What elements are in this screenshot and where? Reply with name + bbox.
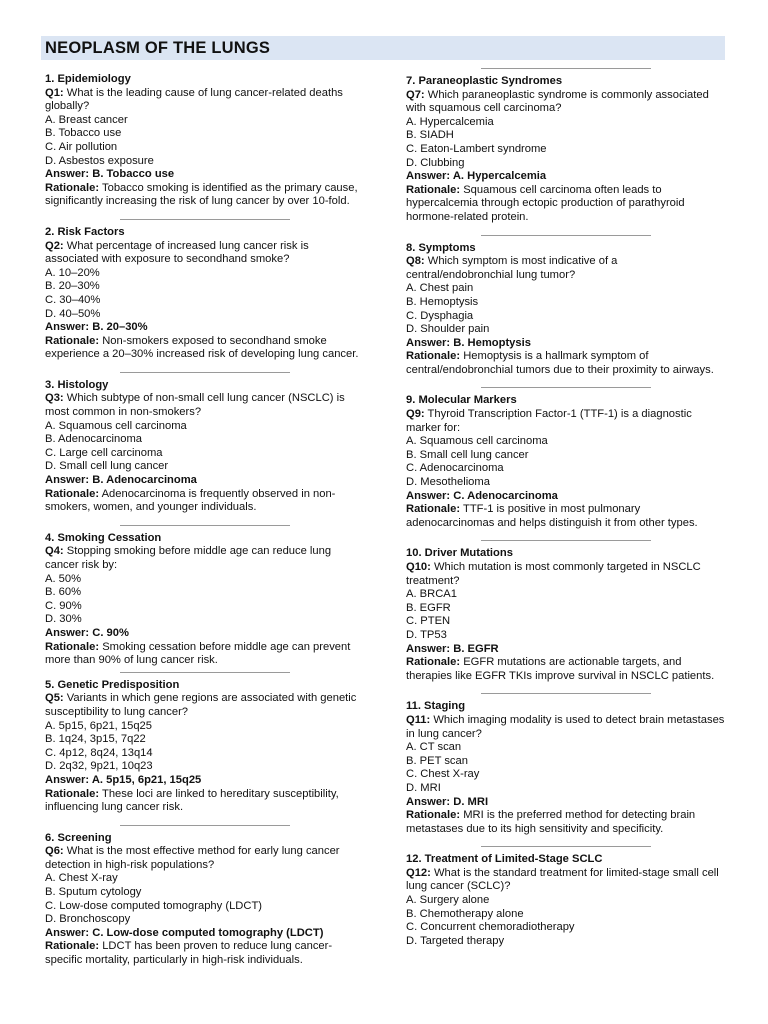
answer-option: D. Bronchoscopy bbox=[45, 913, 131, 926]
answer-option: C. Adenocarcinoma bbox=[406, 462, 504, 475]
answer-option: D. 2q32, 9p21, 10q23 bbox=[45, 760, 153, 773]
correct-answer: Answer: B. Hemoptysis bbox=[406, 336, 531, 349]
rationale bbox=[406, 809, 726, 836]
answer-option: C. PTEN bbox=[406, 615, 451, 628]
question-body: Which imaging modality is used to detect brain metastases in lung cancer? bbox=[406, 713, 725, 740]
rationale-label: Rationale: bbox=[406, 350, 461, 363]
answer-option: C. Concurrent chemoradiotherapy bbox=[406, 921, 575, 934]
answer-option: A. 10–20% bbox=[45, 266, 100, 279]
separator-line bbox=[120, 219, 290, 220]
question-text bbox=[406, 89, 726, 116]
answer-option: B. Adenocarcinoma bbox=[45, 433, 143, 446]
section-heading: 11. Staging bbox=[406, 700, 466, 713]
question-label: Q11: bbox=[406, 713, 431, 726]
rationale bbox=[406, 184, 726, 225]
question-label: Q7: bbox=[406, 88, 425, 101]
question-label: Q9: bbox=[406, 408, 425, 421]
rationale-body: Hemoptysis is a hallmark symptom of central/endobronchial tumors due to their proximity to airways. bbox=[406, 350, 714, 376]
answer-option: C. Large cell carcinoma bbox=[45, 446, 163, 459]
question-text bbox=[45, 845, 363, 872]
separator-line bbox=[120, 525, 290, 526]
rationale-label: Rationale: bbox=[45, 640, 100, 653]
question-block bbox=[406, 394, 726, 530]
separator-line bbox=[481, 387, 651, 388]
question-label: Q6: bbox=[45, 845, 64, 858]
correct-answer: Answer: C. 90% bbox=[45, 626, 129, 639]
title-bar bbox=[41, 36, 725, 60]
answer-option: C. 4p12, 8q24, 13q14 bbox=[45, 746, 153, 759]
question-body: What is the most effective method for early lung cancer detection in high-risk populations? bbox=[45, 845, 340, 871]
left-column bbox=[45, 73, 363, 968]
answer-option: C. 30–40% bbox=[45, 293, 101, 306]
question-body: Thyroid Transcription Factor-1 (TTF-1) is a diagnostic marker for: bbox=[406, 408, 692, 434]
answer-option: D. 30% bbox=[45, 613, 82, 626]
question-block bbox=[45, 532, 363, 668]
question-text bbox=[406, 714, 726, 741]
rationale-label: Rationale: bbox=[45, 787, 100, 800]
correct-answer: Answer: C. Low-dose computed tomography (LDCT) bbox=[45, 926, 324, 939]
question-block bbox=[406, 242, 726, 378]
rationale-body: EGFR mutations are actionable targets, and therapies like EGFR TKIs improve survival in NSCLC patients. bbox=[406, 656, 715, 682]
question-text bbox=[45, 87, 363, 114]
question-text bbox=[406, 408, 726, 435]
correct-answer: Answer: B. 20–30% bbox=[45, 321, 148, 334]
section-heading: 12. Treatment of Limited-Stage SCLC bbox=[406, 853, 603, 866]
answer-option: D. Small cell lung cancer bbox=[45, 460, 169, 473]
question-block bbox=[45, 832, 363, 968]
rationale-body: Squamous cell carcinoma often leads to hypercalcemia through ectopic production of parathyroid hormone-related protein. bbox=[406, 183, 685, 223]
answer-option: C. Eaton-Lambert syndrome bbox=[406, 142, 547, 155]
question-block bbox=[406, 75, 726, 225]
answer-option: B. 60% bbox=[45, 586, 82, 599]
rationale bbox=[45, 488, 363, 515]
question-block bbox=[406, 547, 726, 683]
answer-option: B. Hemoptysis bbox=[406, 295, 479, 308]
answer-option: D. Mesothelioma bbox=[406, 476, 490, 489]
section-heading: 5. Genetic Predisposition bbox=[45, 678, 180, 691]
answer-option: B. Tobacco use bbox=[45, 127, 122, 140]
question-block bbox=[406, 700, 726, 836]
question-body: Variants in which gene regions are associated with genetic susceptibility to lung cancer? bbox=[45, 692, 357, 718]
question-block bbox=[45, 226, 363, 362]
rationale-label: Rationale: bbox=[406, 656, 461, 669]
answer-option: A. Chest X-ray bbox=[45, 872, 118, 885]
question-text bbox=[406, 867, 726, 894]
answer-option: A. Squamous cell carcinoma bbox=[406, 435, 548, 448]
separator-line bbox=[120, 825, 290, 826]
answer-option: B. Sputum cytology bbox=[45, 886, 142, 899]
question-body: Which mutation is most commonly targeted in NSCLC treatment? bbox=[406, 561, 701, 587]
answer-option: D. 40–50% bbox=[45, 307, 101, 320]
answer-option: C. Chest X-ray bbox=[406, 768, 480, 781]
rationale-label: Rationale: bbox=[406, 183, 461, 196]
question-body: Which subtype of non-small cell lung cancer (NSCLC) is most common in non-smokers? bbox=[45, 392, 345, 419]
rationale-body: Smoking cessation before middle age can prevent more than 90% of lung cancer risk. bbox=[45, 640, 351, 667]
answer-option: A. Breast cancer bbox=[45, 113, 128, 126]
rationale-body: MRI is the preferred method for detecting brain metastases due to its high sensitivity and specificity. bbox=[406, 809, 696, 835]
rationale bbox=[406, 350, 726, 377]
correct-answer: Answer: B. EGFR bbox=[406, 642, 499, 655]
question-body: What is the standard treatment for limited-stage small cell lung cancer (SCLC)? bbox=[406, 866, 719, 893]
answer-option: D. TP53 bbox=[406, 628, 447, 641]
answer-option: B. Chemotherapy alone bbox=[406, 907, 524, 920]
separator-line bbox=[481, 846, 651, 847]
rationale-label: Rationale: bbox=[406, 503, 461, 516]
rationale-body: These loci are linked to hereditary susceptibility, influencing lung cancer risk. bbox=[45, 787, 339, 814]
question-label: Q4: bbox=[45, 545, 64, 558]
question-text bbox=[45, 392, 363, 419]
question-label: Q1: bbox=[45, 86, 64, 99]
rationale-label: Rationale: bbox=[45, 940, 100, 953]
answer-option: D. MRI bbox=[406, 781, 441, 794]
answer-option: C. Dysphagia bbox=[406, 309, 474, 322]
separator-line bbox=[481, 540, 651, 541]
question-text bbox=[45, 692, 363, 719]
question-block bbox=[45, 73, 363, 209]
section-heading: 7. Paraneoplastic Syndromes bbox=[406, 75, 563, 87]
correct-answer: Answer: A. 5p15, 6p21, 15q25 bbox=[45, 773, 202, 786]
answer-option: A. Hypercalcemia bbox=[406, 115, 494, 128]
answer-option: B. EGFR bbox=[406, 601, 451, 614]
question-body: What is the leading cause of lung cancer-related deaths globally? bbox=[45, 86, 343, 113]
question-body: Which paraneoplastic syndrome is commonly associated with squamous cell carcinoma? bbox=[406, 88, 709, 115]
section-heading: 10. Driver Mutations bbox=[406, 547, 513, 560]
answer-option: D. Shoulder pain bbox=[406, 323, 490, 336]
section-heading: 3. Histology bbox=[45, 378, 109, 391]
rationale-body: TTF-1 is positive in most pulmonary adenocarcinomas and helps distinguish it from other types. bbox=[406, 503, 698, 529]
correct-answer: Answer: B. Tobacco use bbox=[45, 168, 175, 181]
question-block bbox=[45, 379, 363, 515]
question-text bbox=[45, 240, 363, 267]
answer-option: C. 90% bbox=[45, 599, 82, 612]
question-block bbox=[406, 853, 726, 948]
separator-line bbox=[120, 672, 290, 673]
separator-line bbox=[481, 235, 651, 236]
answer-option: D. Asbestos exposure bbox=[45, 154, 154, 167]
rationale-body: Tobacco smoking is identified as the primary cause, significantly increasing the risk of lung cancer by over 10-fold. bbox=[45, 181, 358, 208]
answer-option: A. 5p15, 6p21, 15q25 bbox=[45, 719, 152, 732]
answer-option: B. 20–30% bbox=[45, 280, 100, 293]
separator-line bbox=[481, 693, 651, 694]
answer-option: B. 1q24, 3p15, 7q22 bbox=[45, 733, 146, 746]
answer-option: D. Clubbing bbox=[406, 156, 465, 169]
rationale-label: Rationale: bbox=[406, 809, 461, 822]
correct-answer: Answer: B. Adenocarcinoma bbox=[45, 474, 197, 487]
answer-option: B. PET scan bbox=[406, 754, 468, 767]
rationale bbox=[45, 641, 363, 668]
answer-option: A. 50% bbox=[45, 572, 82, 585]
section-heading: 2. Risk Factors bbox=[45, 225, 125, 238]
question-text bbox=[406, 561, 726, 588]
right-column bbox=[406, 73, 726, 948]
question-label: Q8: bbox=[406, 255, 425, 268]
answer-option: A. Surgery alone bbox=[406, 894, 490, 907]
rationale-label: Rationale: bbox=[45, 334, 100, 347]
rationale bbox=[406, 503, 726, 530]
answer-option: A. CT scan bbox=[406, 741, 462, 754]
rationale-label: Rationale: bbox=[45, 181, 100, 194]
question-label: Q3: bbox=[45, 392, 64, 405]
section-heading: 1. Epidemiology bbox=[45, 73, 131, 85]
correct-answer: Answer: C. Adenocarcinoma bbox=[406, 489, 558, 502]
section-heading: 6. Screening bbox=[45, 831, 112, 844]
answer-option: C. Low-dose computed tomography (LDCT) bbox=[45, 899, 263, 912]
rationale bbox=[45, 182, 363, 209]
question-text bbox=[406, 255, 726, 282]
rationale bbox=[45, 788, 363, 815]
rationale-label: Rationale: bbox=[45, 487, 100, 500]
rationale bbox=[45, 940, 363, 967]
question-label: Q5: bbox=[45, 692, 64, 705]
answer-option: B. SIADH bbox=[406, 129, 454, 142]
separator-line bbox=[120, 372, 290, 373]
rationale bbox=[406, 656, 726, 683]
rationale-body: Non-smokers exposed to secondhand smoke experience a 20–30% increased risk of developing lung cancer. bbox=[45, 334, 359, 361]
correct-answer: Answer: A. Hypercalcemia bbox=[406, 170, 547, 183]
question-text bbox=[45, 545, 363, 572]
question-label: Q12: bbox=[406, 866, 431, 879]
page-title: NEOPLASM OF THE LUNGS bbox=[45, 39, 271, 57]
answer-option: B. Small cell lung cancer bbox=[406, 448, 529, 461]
question-block bbox=[45, 679, 363, 815]
question-label: Q2: bbox=[45, 239, 64, 252]
section-heading: 4. Smoking Cessation bbox=[45, 531, 162, 544]
rationale bbox=[45, 335, 363, 362]
answer-option: D. Targeted therapy bbox=[406, 934, 505, 947]
answer-option: A. BRCA1 bbox=[406, 588, 457, 601]
separator-line bbox=[481, 68, 651, 69]
rationale-body: Adenocarcinoma is frequently observed in non-smokers, women, and younger individuals. bbox=[45, 487, 336, 514]
rationale-body: LDCT has been proven to reduce lung cancer-specific mortality, particularly in high-risk individuals. bbox=[45, 940, 333, 967]
answer-option: C. Air pollution bbox=[45, 140, 118, 153]
question-body: What percentage of increased lung cancer risk is associated with exposure to secondhand smoke? bbox=[45, 239, 309, 266]
section-heading: 9. Molecular Markers bbox=[406, 394, 517, 407]
answer-option: A. Chest pain bbox=[406, 282, 474, 295]
question-body: Which symptom is most indicative of a central/endobronchial lung tumor? bbox=[406, 255, 618, 281]
question-label: Q10: bbox=[406, 561, 431, 573]
correct-answer: Answer: D. MRI bbox=[406, 795, 489, 808]
answer-option: A. Squamous cell carcinoma bbox=[45, 419, 187, 432]
section-heading: 8. Symptoms bbox=[406, 241, 476, 254]
question-body: Stopping smoking before middle age can reduce lung cancer risk by: bbox=[45, 545, 332, 571]
